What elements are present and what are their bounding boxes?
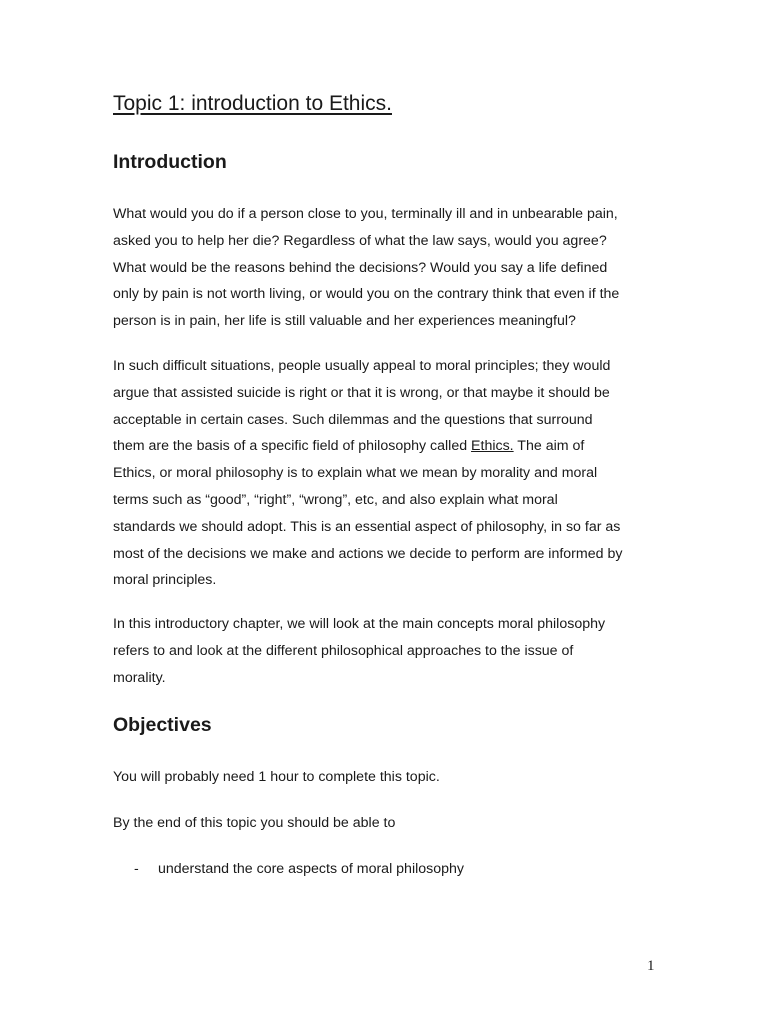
text-line: asked you to help her die? Regardless of what the law says, would you agree? <box>113 232 607 249</box>
text-line: In such difficult situations, people usually appeal to moral principles; they would <box>113 358 611 374</box>
text-line: acceptable in certain cases. Such dilemmas and the questions that surround <box>113 411 593 428</box>
bullet-marker: - <box>134 861 139 877</box>
text-line: person is in pain, her life is still valuable and her experiences meaningful? <box>113 313 576 330</box>
paragraph-intro-3 <box>113 611 673 691</box>
bullet-item <box>134 856 464 883</box>
section-heading-introduction: Introduction <box>113 151 227 173</box>
text-line: moral principles. <box>113 572 217 589</box>
text-line: You will probably need 1 hour to complete this topic. <box>113 769 440 785</box>
text-segment: The aim of <box>513 438 585 455</box>
text-line: In this introductory chapter, we will look at the main concepts moral philosophy <box>113 616 606 632</box>
document-title: Topic 1: introduction to Ethics. <box>113 92 392 115</box>
bullet-text: understand the core aspects of moral philosophy <box>158 861 465 877</box>
text-line: refers to and look at the different philosophical approaches to the issue of <box>113 642 574 659</box>
section-heading-objectives: Objectives <box>113 714 212 736</box>
text-line: argue that assisted suicide is right or that it is wrong, or that maybe it should be <box>113 384 610 401</box>
text-line: most of the decisions we make and actions we decide to perform are informed by <box>113 545 623 562</box>
text-line-with-term <box>113 433 673 460</box>
text-line: standards we should adopt. This is an essential aspect of philosophy, in so far as <box>113 518 621 535</box>
text-line: What would you do if a person close to you, terminally ill and in unbearable pain, <box>113 206 618 222</box>
page-number: 1 <box>647 958 655 974</box>
text-line: terms such as “good”, “right”, “wrong”, etc, and also explain what moral <box>113 491 558 508</box>
paragraph-intro-2 <box>113 353 673 594</box>
paragraph-objectives-1 <box>113 764 673 791</box>
underlined-term-ethics: Ethics. <box>471 438 514 455</box>
text-segment: them are the basis of a specific field of philosophy called <box>113 438 472 455</box>
text-line: morality. <box>113 669 166 686</box>
text-line: What would be the reasons behind the decisions? Would you say a life defined <box>113 259 608 276</box>
paragraph-objectives-2 <box>113 810 673 837</box>
text-line: only by pain is not worth living, or would you on the contrary think that even if the <box>113 286 620 303</box>
text-line: By the end of this topic you should be able to <box>113 815 396 831</box>
text-line: Ethics, or moral philosophy is to explain what we mean by morality and moral <box>113 465 598 482</box>
paragraph-intro-1 <box>113 201 673 335</box>
